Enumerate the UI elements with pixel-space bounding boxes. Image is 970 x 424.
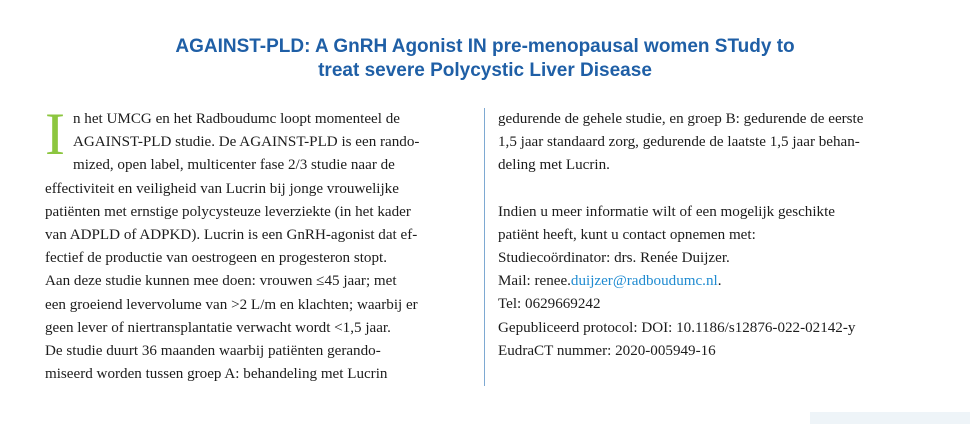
body-line: mized, open label, multicenter fase 2/3 studie naar de [72, 157, 395, 174]
body-line: deling met Lucrin. [498, 157, 610, 174]
article-title [0, 35, 970, 83]
body-line: patiënten met ernstige polycysteuze leverziekte (in het kader [45, 203, 411, 220]
mail-prefix: Mail: renee. [498, 273, 571, 290]
title-line-1: AGAINST-PLD: A GnRH Agonist IN pre-menopausal women STudy to [175, 36, 795, 57]
body-line: AGAINST-PLD studie. De AGAINST-PLD is een rando- [72, 134, 420, 151]
email-link[interactable]: duijzer@radboudumc.nl [570, 273, 718, 290]
coordinator-line: Studiecoördinator: drs. Renée Duijzer. [498, 250, 730, 267]
title-line-2: treat severe Polycystic Liver Disease [318, 60, 652, 81]
body-line: 1,5 jaar standaard zorg, gedurende de laatste 1,5 jaar behan- [498, 134, 860, 151]
body-line: gedurende de gehele studie, en groep B: gedurende de eerste [498, 111, 864, 127]
paragraph-gap [498, 178, 948, 201]
right-column [498, 108, 948, 363]
left-column [45, 101, 470, 386]
body-line: Aan deze studie kunnen mee doen: vrouwen ≤45 jaar; met [45, 273, 397, 290]
body-line: n het UMCG en het Radboudumc loopt momenteel de [72, 111, 400, 127]
body-line: De studie duurt 36 maanden waarbij patiënten gerando- [45, 343, 381, 360]
body-line: effectiviteit en veiligheid van Lucrin bij jonge vrouwelijke [45, 180, 399, 197]
contact-intro-line-1: Indien u meer informatie wilt of een mogelijk geschikte [498, 203, 835, 220]
mail-line [498, 270, 948, 293]
protocol-line: Gepubliceerd protocol: DOI: 10.1186/s12876-022-02142-y [498, 319, 856, 336]
contact-intro-line-2: patiënt heeft, kunt u contact opnemen met: [498, 226, 756, 243]
body-line: geen lever of niertransplantatie verwacht wordt <1,5 jaar. [45, 319, 391, 336]
body-line: miseerd worden tussen groep A: behandeling met Lucrin [45, 366, 388, 383]
body-line: een groeiend levervolume van >2 L/m en klachten; waarbij er [45, 296, 418, 313]
mail-suffix: . [717, 273, 722, 290]
phone-line: Tel: 0629669242 [498, 296, 601, 313]
body-line: fectief de productie van oestrogeen en progesteron stopt. [45, 250, 387, 267]
column-divider [484, 108, 485, 386]
eudract-line: EudraCT nummer: 2020-005949-16 [498, 342, 716, 359]
corner-background [810, 412, 970, 424]
drop-cap: I [45, 101, 65, 167]
body-line: van ADPLD of ADPKD). Lucrin is een GnRH-agonist dat ef- [45, 227, 418, 244]
